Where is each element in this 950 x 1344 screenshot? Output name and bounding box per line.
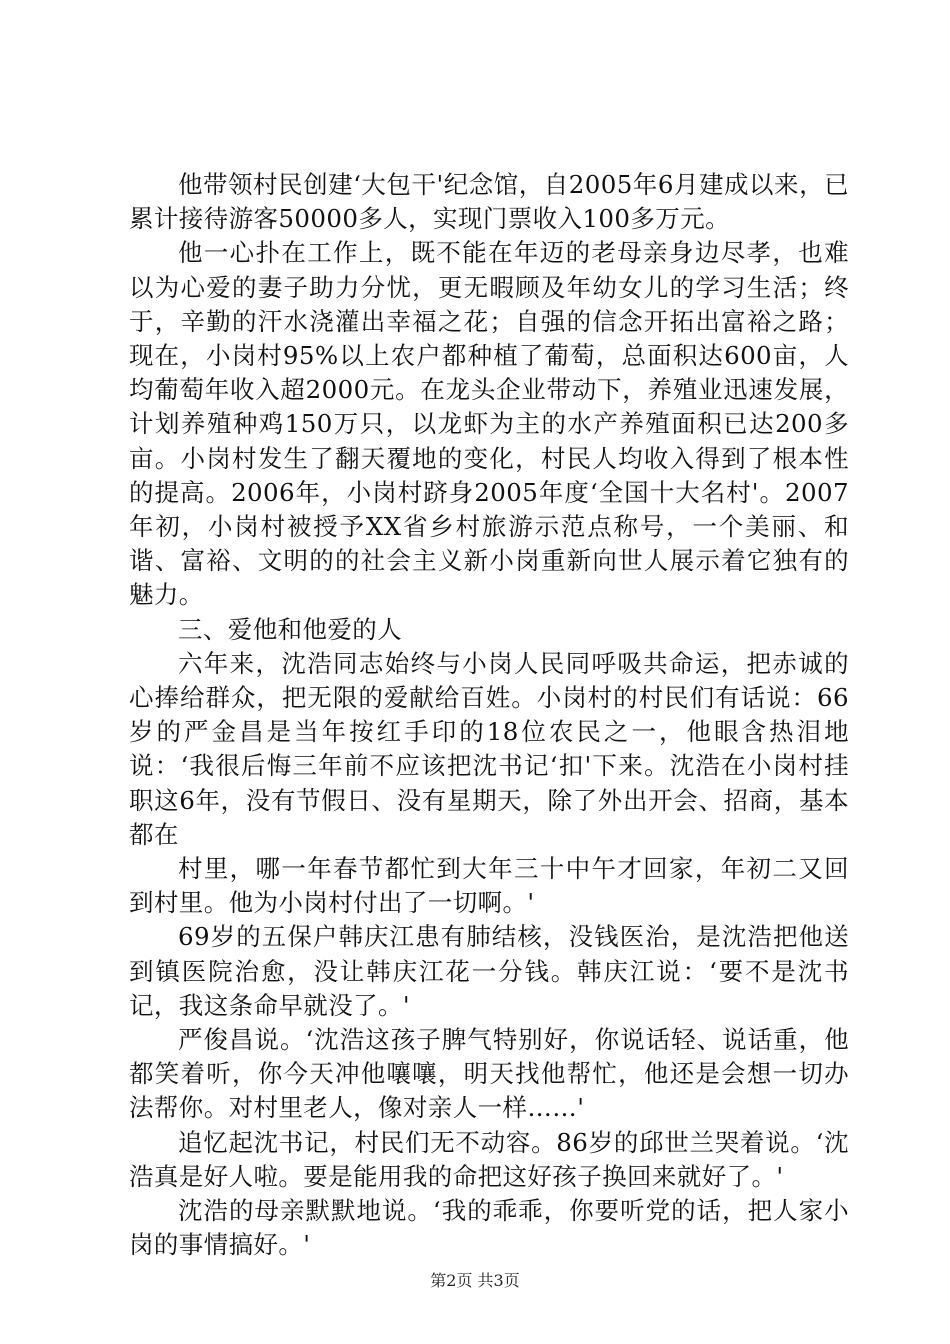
paragraph-six-years: 六年来，沈浩同志始终与小岗人民同呼吸共命运，把赤诚的心捧给群众，把无限的爱献给百姓。小岗村的村民们有话说：66岁的严金昌是当年按红手印的18位农民之一，他眼含热泪地说：‘我很后悔三年前不应该把沈书记‘扣'下来。沈浩在小岗村挂职这6年，没有节假日、没有星期天，除了外出开会、招商，基本都在 [129,648,849,849]
page-number-label: 第2页 共3页 [430,1271,520,1290]
document-body [129,168,849,1263]
page-footer [0,1271,950,1291]
paragraph-qiu-shilan: 追忆起沈书记，村民们无不动容。86岁的邱世兰哭着说。‘沈浩真是好人啦。要是能用我的命把这好孩子换回来就好了。' [129,1127,849,1191]
paragraph-han-qingjiang: 69岁的五保户韩庆江患有肺结核，没钱医治，是沈浩把他送到镇医院治愈，没让韩庆江花一分钱。韩庆江说：‘要不是沈书记，我这条命早就没了。' [129,922,849,1020]
paragraph-mother: 沈浩的母亲默默地说。‘我的乖乖，你要听党的话，把人家小岗的事情搞好。' [129,1196,849,1260]
paragraph-memorial-hall: 他带领村民创建‘大包干'纪念馆，自2005年6月建成以来，已累计接待游客50000多人，实现门票收入100多万元。 [129,170,849,234]
section-heading: 三、爱他和他爱的人 [178,614,403,644]
paragraph-village-development: 他一心扑在工作上，既不能在年迈的老母亲身边尽孝，也难以为心爱的妻子助力分忧，更无暇顾及年幼女儿的学习生活；终于，辛勤的汗水浇灌出幸福之花；自强的信念开拓出富裕之路；现在，小岗村95%以上农户都种植了葡萄，总面积达600亩，人均葡萄年收入超2000元。在龙头企业带动下，养殖业迅速发展，计划养殖种鸡150万只，以龙虾为主的水产养殖面积已达200多亩。小岗村发生了翻天覆地的变化，村民人均收入得到了根本性的提高。2006年，小岗村跻身2005年度‘全国十大名村'。2007年初，小岗村被授予XX省乡村旅游示范点称号，一个美丽、和谐、富裕、文明的的社会主义新小岗重新向世人展示着它独有的魅力。 [129,238,849,610]
paragraph-yan-junchang: 严俊昌说。‘沈浩这孩子脾气特别好，你说话轻、说话重，他都笑着听，你今天冲他嚷嚷，明天找他帮忙，他还是会想一切办法帮你。对村里老人，像对亲人一样……' [129,1025,849,1123]
paragraph-village-continued: 村里，哪一年春节都忙到大年三十中午才回家，年初二又回到村里。他为小岗村付出了一切啊。' [129,854,849,918]
